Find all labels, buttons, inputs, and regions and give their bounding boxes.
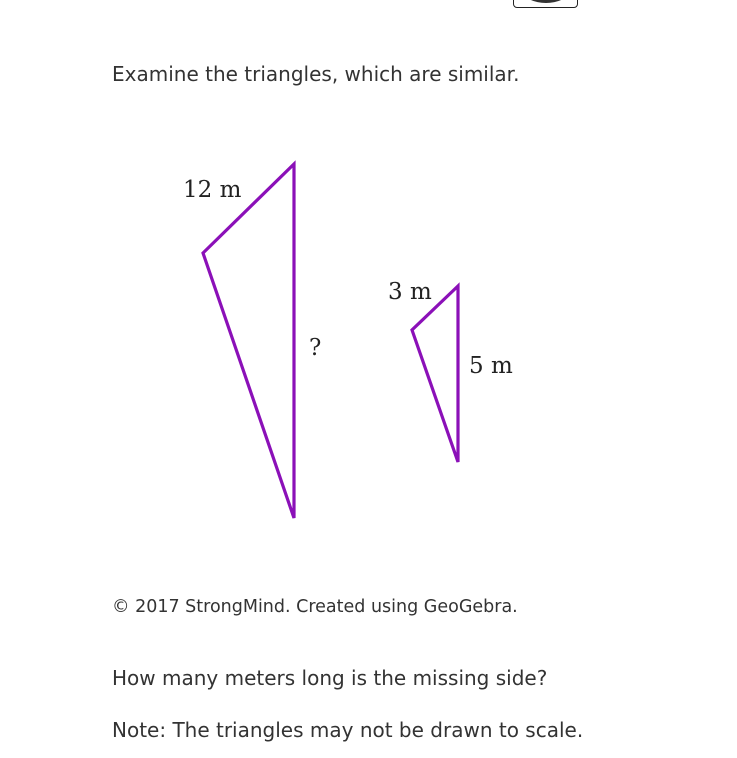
small-short-side-label: 3 m (388, 279, 432, 305)
small-long-side-label: 5 m (469, 353, 513, 379)
image-credit: © 2017 StrongMind. Created using GeoGebra. (112, 597, 518, 617)
small-triangle (412, 286, 458, 462)
large-triangle (203, 164, 294, 518)
large-short-side-label: 12 m (183, 177, 242, 203)
large-missing-side-label: ? (309, 335, 322, 361)
intro-text: Examine the triangles, which are similar. (112, 62, 520, 86)
note-text: Note: The triangles may not be drawn to scale. (112, 718, 584, 742)
question-text: How many meters long is the missing side? (112, 666, 548, 690)
